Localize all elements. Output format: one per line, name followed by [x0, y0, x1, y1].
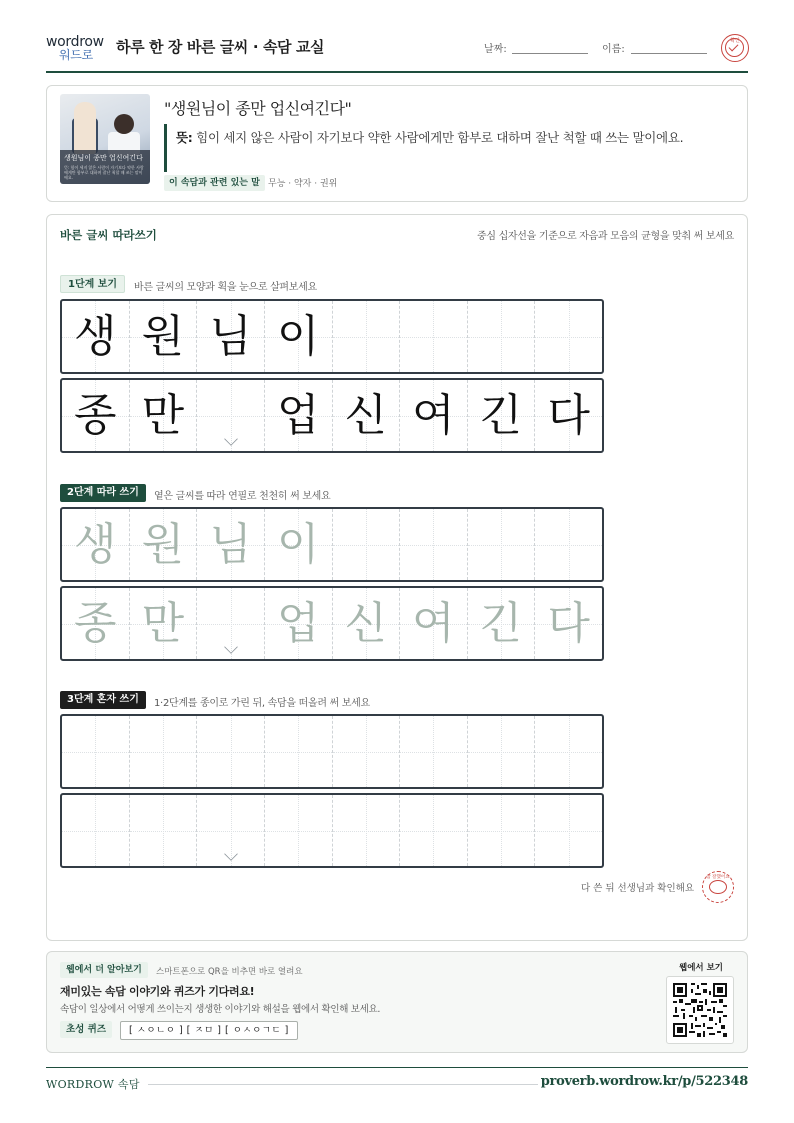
- meaning-accent-bar: [164, 124, 167, 172]
- web-more-description: 속담이 일상에서 어떻게 쓰이는지 생생한 이야기와 해설을 웹에서 확인해 보세요.: [60, 1004, 381, 1015]
- writing-cell[interactable]: [130, 795, 198, 866]
- writing-glyph: 원: [141, 310, 185, 362]
- step2-badge: 2단계 따라 쓰기: [60, 484, 146, 502]
- wordrow-logo: [46, 34, 108, 62]
- writing-cell[interactable]: [62, 509, 130, 580]
- writing-glyph: 다: [547, 389, 590, 441]
- writing-glyph: 님: [209, 518, 252, 570]
- related-words-badge: 이 속담과 관련 있는 말: [164, 175, 265, 191]
- writing-cell[interactable]: [265, 795, 333, 866]
- writing-glyph: 만: [141, 597, 185, 649]
- footer-rule-line: [148, 1084, 538, 1085]
- writing-glyph: 여: [412, 389, 455, 441]
- logo-text-bottom: 워드로: [59, 48, 93, 62]
- illustration-subtext: 뜻: 힘이 세지 않은 사람이 자기보다 약한 사람에게만 함부로 대하며 잘난 척할 때 쓰는 말이에요.: [64, 165, 144, 180]
- writing-cell: [62, 380, 130, 451]
- seal-text: 참 잘했어요: [706, 875, 730, 880]
- writing-cell[interactable]: [130, 588, 198, 659]
- stamp-text: 확인: [730, 38, 740, 44]
- step1-line1-grid: [60, 299, 604, 374]
- writing-glyph: 님: [209, 310, 252, 362]
- writing-cell[interactable]: [468, 716, 536, 787]
- qr-label: 웹에서 보기: [679, 963, 724, 973]
- header-divider: [46, 71, 748, 73]
- writing-cell: [197, 380, 265, 451]
- step1-badge: 1단계 보기: [60, 275, 125, 293]
- meaning-label: 뜻:: [176, 130, 193, 145]
- writing-cell[interactable]: [333, 509, 401, 580]
- writing-glyph: 업: [276, 597, 320, 649]
- writing-cell[interactable]: [130, 509, 198, 580]
- step2-description: 옅은 글씨를 따라 연필로 천천히 써 보세요: [154, 491, 331, 502]
- meaning-text: 힘이 세지 않은 사람이 자기보다 약한 사람에게만 함부로 대하며 잘난 척할 때 쓰는 말이에요.: [196, 130, 684, 145]
- illustration-caption: 생원님이 종만 업신여긴다: [64, 154, 143, 162]
- step1-description: 바른 글씨의 모양과 획을 눈으로 살펴보세요: [134, 282, 317, 293]
- writing-cell: [468, 301, 536, 372]
- writing-glyph: 신: [344, 389, 388, 441]
- web-more-badge: 웹에서 더 알아보기: [60, 962, 148, 978]
- writing-glyph: 이: [276, 310, 320, 362]
- qr-code-graphic: [673, 983, 727, 1037]
- step1-line2-grid: [60, 378, 604, 453]
- writing-cell[interactable]: [197, 588, 265, 659]
- writing-glyph: 업: [276, 389, 320, 441]
- writing-glyph: 이: [276, 518, 320, 570]
- writing-glyph: 원: [141, 518, 185, 570]
- writing-cell[interactable]: [400, 795, 468, 866]
- writing-cell: [535, 301, 602, 372]
- date-field[interactable]: [512, 53, 588, 54]
- writing-cell[interactable]: [197, 509, 265, 580]
- writing-cell: [130, 380, 198, 451]
- check-stamp-icon: [721, 34, 749, 62]
- writing-glyph: 여: [412, 597, 455, 649]
- writing-glyph: 종: [74, 597, 117, 649]
- practice-section-hint: 중심 십자선을 기준으로 자음과 모음의 균형을 맞춰 써 보세요: [476, 231, 734, 242]
- writing-cell[interactable]: [468, 795, 536, 866]
- writing-cell[interactable]: [400, 716, 468, 787]
- writing-cell[interactable]: [333, 795, 401, 866]
- writing-glyph: 긴: [479, 389, 523, 441]
- proverb-meaning: [176, 128, 728, 148]
- writing-cell[interactable]: [535, 716, 602, 787]
- writing-cell: [265, 301, 333, 372]
- name-label: 이름:: [602, 44, 625, 55]
- writing-cell: [62, 301, 130, 372]
- writing-cell: [197, 301, 265, 372]
- initial-quiz-badge: 초성 퀴즈: [60, 1021, 112, 1038]
- web-more-headline: 재미있는 속담 이야기와 퀴즈가 기다려요!: [60, 985, 255, 998]
- writing-cell[interactable]: [62, 795, 130, 866]
- writing-cell[interactable]: [130, 716, 198, 787]
- writing-cell[interactable]: [535, 509, 602, 580]
- name-field[interactable]: [631, 53, 707, 54]
- space-marker-icon: [224, 432, 238, 446]
- worksheet-title: 하루 한 장 바른 글씨 · 속담 교실: [116, 38, 325, 56]
- writing-glyph: 생: [74, 518, 117, 570]
- writing-glyph: 생: [74, 310, 117, 362]
- writing-cell[interactable]: [468, 509, 536, 580]
- writing-cell[interactable]: [265, 716, 333, 787]
- date-label: 날짜:: [484, 44, 507, 55]
- initial-quiz-value: [ ㅅㅇㄴㅇ ] [ ㅈㅁ ] [ ㅇㅅㅇㄱㄷ ]: [120, 1021, 298, 1040]
- proverb-illustration: [60, 94, 150, 184]
- writing-cell: [468, 380, 536, 451]
- writing-cell[interactable]: [535, 588, 602, 659]
- logo-text-top: wordrow: [46, 34, 104, 50]
- proverb-title: "생원님이 종만 업신여긴다": [164, 99, 352, 118]
- writing-cell[interactable]: [333, 716, 401, 787]
- writing-glyph: 신: [344, 597, 388, 649]
- writing-cell[interactable]: [62, 588, 130, 659]
- writing-cell[interactable]: [197, 716, 265, 787]
- writing-cell[interactable]: [400, 588, 468, 659]
- writing-cell: [265, 380, 333, 451]
- footer-divider: [46, 1067, 748, 1068]
- space-marker-icon: [224, 847, 238, 861]
- writing-glyph: 만: [141, 389, 185, 441]
- writing-cell[interactable]: [265, 509, 333, 580]
- writing-glyph: 종: [74, 389, 117, 441]
- writing-cell[interactable]: [62, 716, 130, 787]
- writing-glyph: 긴: [479, 597, 523, 649]
- writing-cell[interactable]: [535, 795, 602, 866]
- teacher-check-text: 다 쓴 뒤 선생님과 확인해요: [580, 883, 694, 894]
- practice-section-title: 바른 글씨 따라쓰기: [60, 228, 157, 242]
- writing-cell: [400, 301, 468, 372]
- writing-cell: [130, 301, 198, 372]
- writing-cell: [535, 380, 602, 451]
- good-job-stamp-icon: [702, 871, 734, 903]
- step2-line1-grid[interactable]: [60, 507, 604, 582]
- step3-description: 1·2단계를 종이로 가린 뒤, 속담을 떠올려 써 보세요: [154, 698, 370, 709]
- writing-cell[interactable]: [265, 588, 333, 659]
- writing-cell[interactable]: [468, 588, 536, 659]
- step2-line2-grid[interactable]: [60, 586, 604, 661]
- writing-cell[interactable]: [400, 509, 468, 580]
- space-marker-icon: [224, 640, 238, 654]
- qr-code-icon[interactable]: [666, 976, 734, 1044]
- step3-line2-grid[interactable]: [60, 793, 604, 868]
- writing-cell[interactable]: [197, 795, 265, 866]
- web-more-subtext: 스마트폰으로 QR을 비추면 바로 열려요: [156, 967, 303, 977]
- related-words-tags: 무능 · 약자 · 권위: [268, 179, 338, 189]
- footer-url[interactable]: proverb.wordrow.kr/p/522348: [540, 1074, 748, 1089]
- step3-badge: 3단계 혼자 쓰기: [60, 691, 146, 709]
- writing-cell: [400, 380, 468, 451]
- writing-cell: [333, 380, 401, 451]
- writing-cell: [333, 301, 401, 372]
- footer-brand: WORDROW 속담: [46, 1078, 140, 1091]
- step3-line1-grid[interactable]: [60, 714, 604, 789]
- writing-glyph: 다: [547, 597, 590, 649]
- writing-cell[interactable]: [333, 588, 401, 659]
